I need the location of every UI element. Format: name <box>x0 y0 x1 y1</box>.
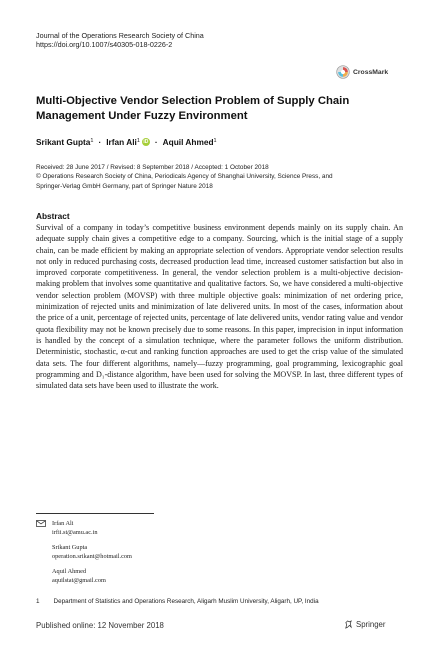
contact-name: Irfan Ali <box>52 520 74 527</box>
received-dates: Received: 28 June 2017 / Revised: 8 September 2018 / Accepted: 1 October 2018 <box>36 164 269 171</box>
abstract-body: Survival of a company in today’s competitive business environment depends mainly on its supply chain. An adequate supply chain gives a competitive edge to a company. Sourcing, which is the initial stage of a supply chain, can be made efficient by making an appropriate selection of vendors. Appropriate vendor selection results not only in reduced purchasing costs, decreased production lead time, increased customer satisfaction but also in improved corporate competitiveness. In general, the vendor selection problem is a multi-objective decision-making problem that involves some quantitative and qualitative factors. So, we have considered a multi-objective vendor selection problem (MOVSP) with three multiple objective goals: minimization of net ordering price, minimization of rejected units and minimization of late delivered units. In most of the cases, information about the price of a unit, percentage of rejected units, percentage of late delivered units, vendor rating value and vendor quota flexibility may not be known precisely due to some reasons. In this paper, imprecision in input information is handled by the concept of a simulation technique, where the parameter follows the uniform distribution. Deterministic, stochastic, α-cut and ranking function approaches are used to get the crisp value of the simulated data sets. The four different algorithms, namely—fuzzy programming, goal programming, lexicographic goal programming and D₁-distance algorithm, have been used for solving the MOVSP. In last, three different types of simulated data sets have been used to illustrate the work. <box>36 223 403 391</box>
author-affil-mark: 1 <box>136 138 140 144</box>
contact-name: Aquil Ahmed <box>52 567 87 575</box>
affiliation-number: 1 <box>36 598 40 605</box>
crossmark-icon <box>336 65 350 79</box>
contact-email[interactable]: aquilstat@gmail.com <box>52 577 106 585</box>
published-date: Published online: 12 November 2018 <box>36 621 164 630</box>
copyright-line: © Operations Research Society of China, Periodicals Agency of Shanghai University, Science Press, and <box>36 173 333 181</box>
author-name[interactable]: Irfan Ali <box>106 137 137 147</box>
crossmark-badge[interactable] <box>336 64 398 80</box>
orcid-icon[interactable]: iD <box>143 139 149 145</box>
affiliation-text: Department of Statistics and Operations Research, Aligarh Muslim University, Aligarh, UP, India <box>53 598 319 605</box>
contact-email[interactable]: operation.srikant@hotmail.com <box>52 553 132 561</box>
abstract-heading: Abstract <box>36 211 70 221</box>
author-separator: · <box>154 137 158 147</box>
affiliation <box>36 597 406 606</box>
contact-entry <box>36 567 132 586</box>
author-name[interactable]: Srikant Gupta <box>36 137 91 147</box>
springer-horse-icon <box>344 620 353 629</box>
author-contacts <box>36 519 132 585</box>
envelope-icon <box>36 520 46 527</box>
copyright-line: Springer-Verlag GmbH Germany, part of Springer Nature 2018 <box>36 182 213 190</box>
footnote-divider <box>36 513 154 514</box>
author-list <box>36 137 396 147</box>
doi-link[interactable]: https://doi.org/10.1007/s40305-018-0226-2 <box>36 40 173 50</box>
author-affil-mark: 1 <box>213 138 217 144</box>
paper-title: Multi-Objective Vendor Selection Problem of Supply Chain Management Under Fuzzy Environment <box>36 95 350 122</box>
publication-history <box>36 163 404 191</box>
publisher-name: Springer <box>356 620 386 629</box>
contact-email[interactable]: irfii.st@amu.ac.in <box>52 529 98 537</box>
publisher-logo[interactable] <box>344 620 385 629</box>
author-affil-mark: 1 <box>90 138 94 144</box>
contact-entry <box>36 543 132 562</box>
journal-header <box>36 31 204 49</box>
author-separator: · <box>98 137 102 147</box>
crossmark-label: CrossMark <box>353 68 389 76</box>
contact-entry <box>36 519 132 538</box>
author-name[interactable]: Aquil Ahmed <box>162 137 214 147</box>
journal-name: Journal of the Operations Research Society of China <box>36 31 204 40</box>
contact-name: Srikant Gupta <box>52 543 88 551</box>
